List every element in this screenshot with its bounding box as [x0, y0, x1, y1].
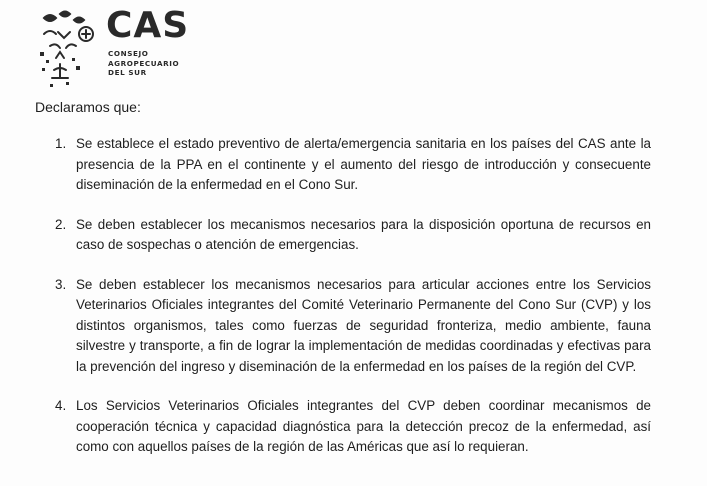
- declaration-number: 3.: [55, 276, 67, 292]
- declaration-text: Se deben establecer los mecanismos necesarios para la disposición oportuna de recursos en caso de sospechas o atención de emergencias.: [76, 216, 651, 252]
- declaration-item: [49, 396, 651, 458]
- logo-subtitle-line: AGROPECUARIO: [108, 58, 180, 68]
- cas-logo: [36, 5, 190, 92]
- declaration-item: [49, 134, 651, 196]
- declaration-text: Los Servicios Veterinarios Oficiales integrantes del CVP deben coordinar mecanismos de cooperación técnica y capacidad diagnóstica para la detección precoz de la enfermedad, así como con aquellos países de la región de las Américas que así lo requieran.: [76, 398, 651, 454]
- declaration-number: 1.: [55, 136, 67, 151]
- intro-text: Declaramos que:: [35, 99, 141, 115]
- declaration-text: Se deben establecer los mecanismos necesarios para articular acciones entre los Servicios Veterinarios Oficiales integrantes del Comité Veterinario Permanente del Cono Sur (CVP) y los distintos organismos, tales como fuerzas de seguridad fronteriza, medio ambiente, fauna silvestre y transporte, a fin de lograr la implementación de medidas coordinadas y efectivas para la prevención del ingreso y diseminación de la enfermedad en los países de la región del CVP.: [76, 276, 651, 374]
- declaration-number: 4.: [55, 398, 67, 413]
- logo-subtitle: [108, 49, 179, 78]
- logo-title: CAS: [106, 5, 190, 46]
- declaration-item: [49, 215, 651, 256]
- declaration-text: Se establece el estado preventivo de alerta/emergencia sanitaria en los países del CAS ante la presencia de la PPA en el continente y el aumento del riesgo de introducción y consecuente diseminación de la enfermedad en el Cono Sur.: [76, 136, 651, 192]
- logo-subtitle-line: CONSEJO: [108, 49, 149, 58]
- logo-subtitle-line: DEL SUR: [108, 68, 147, 78]
- declarations-list: [49, 134, 651, 477]
- declaration-number: 2.: [55, 216, 67, 232]
- cas-emblem-icon: [36, 8, 100, 88]
- declaration-item: [49, 275, 651, 378]
